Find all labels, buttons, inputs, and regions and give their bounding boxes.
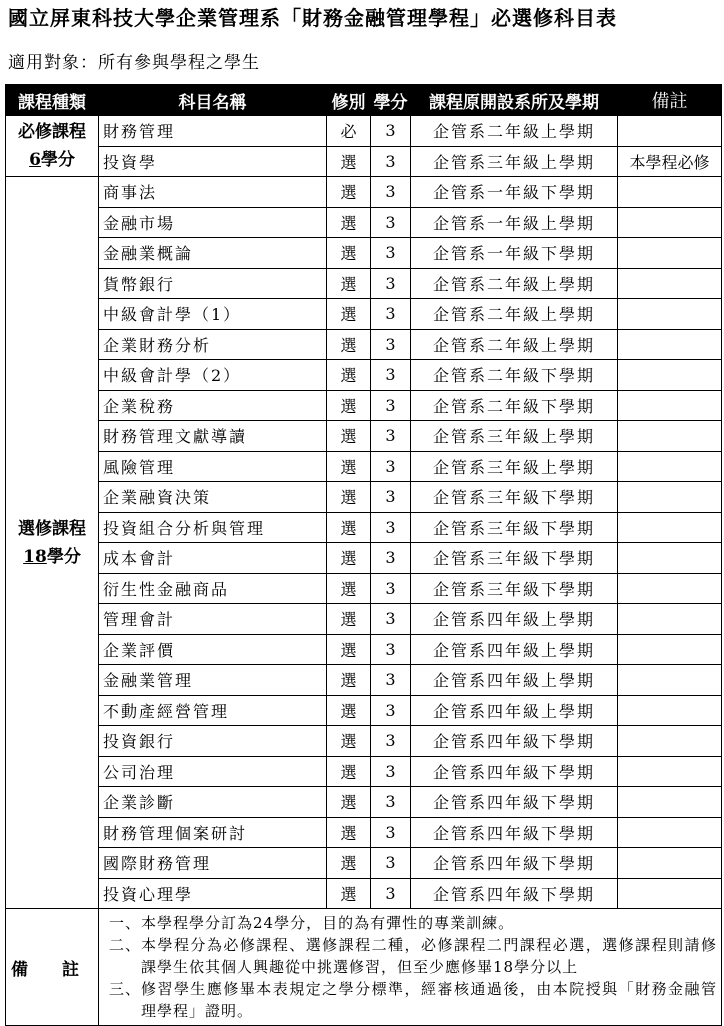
course-remark [618, 665, 722, 696]
course-credits: 3 [371, 360, 411, 391]
table-row [6, 573, 722, 604]
course-name: 商事法 [99, 177, 327, 208]
notes-content [99, 909, 722, 1026]
course-remark [618, 268, 722, 299]
course-department: 企管系二年級上學期 [411, 329, 618, 360]
course-type: 選 [327, 390, 371, 421]
course-department: 企管系四年級下學期 [411, 756, 618, 787]
course-name: 企業診斷 [99, 787, 327, 818]
course-remark [618, 726, 722, 757]
table-header-row [6, 85, 722, 116]
notes-label: 備 註 [6, 909, 99, 1026]
course-type: 選 [327, 238, 371, 269]
course-department: 企管系三年級下學期 [411, 573, 618, 604]
elective-category-credits [6, 543, 98, 571]
note-item [109, 978, 717, 1022]
course-department: 企管系一年級上學期 [411, 207, 618, 238]
table-row [6, 329, 722, 360]
course-department: 企管系四年級上學期 [411, 634, 618, 665]
table-row [6, 451, 722, 482]
table-row [6, 238, 722, 269]
course-type: 選 [327, 817, 371, 848]
elective-credits-number: 18 [23, 546, 47, 567]
course-credits: 3 [371, 573, 411, 604]
note-marker: 二、 [109, 936, 142, 954]
course-type: 選 [327, 512, 371, 543]
course-credits: 3 [371, 329, 411, 360]
col-header-type: 修別 [327, 85, 371, 116]
course-remark [618, 695, 722, 726]
note-marker: 一、 [109, 914, 142, 932]
required-category-cell [6, 116, 99, 177]
course-credits: 3 [371, 482, 411, 513]
course-department: 企管系一年級下學期 [411, 177, 618, 208]
course-credits: 3 [371, 665, 411, 696]
course-type: 選 [327, 695, 371, 726]
notes-row [6, 909, 722, 1026]
col-header-remark: 備註 [618, 85, 722, 116]
course-name: 企業融資決策 [99, 482, 327, 513]
course-credits: 3 [371, 512, 411, 543]
course-name: 金融業概論 [99, 238, 327, 269]
col-header-course-name: 科目名稱 [99, 85, 327, 116]
course-remark [618, 634, 722, 665]
course-type: 選 [327, 726, 371, 757]
course-name: 不動產經營管理 [99, 695, 327, 726]
course-type: 選 [327, 878, 371, 909]
course-remark [618, 604, 722, 635]
table-row [6, 482, 722, 513]
course-credits: 3 [371, 695, 411, 726]
table-row [6, 878, 722, 909]
col-header-department: 課程原開設系所及學期 [411, 85, 618, 116]
course-remark [618, 451, 722, 482]
course-remark [618, 878, 722, 909]
elective-category-label: 選修課程 [18, 518, 86, 539]
course-name: 衍生性金融商品 [99, 573, 327, 604]
course-credits: 3 [371, 146, 411, 177]
table-row [6, 299, 722, 330]
course-type: 選 [327, 146, 371, 177]
course-credits: 3 [371, 238, 411, 269]
course-name: 國際財務管理 [99, 848, 327, 879]
course-name: 金融業管理 [99, 665, 327, 696]
table-row [6, 665, 722, 696]
course-name: 企業稅務 [99, 390, 327, 421]
required-category-credits [6, 146, 98, 174]
course-table [5, 84, 722, 1026]
course-credits: 3 [371, 421, 411, 452]
course-type: 選 [327, 360, 371, 391]
course-credits: 3 [371, 451, 411, 482]
course-department: 企管系二年級上學期 [411, 116, 618, 147]
course-type: 選 [327, 848, 371, 879]
table-row [6, 848, 722, 879]
course-credits: 3 [371, 756, 411, 787]
course-department: 企管系二年級下學期 [411, 360, 618, 391]
course-remark [618, 848, 722, 879]
course-credits: 3 [371, 116, 411, 147]
table-row [6, 726, 722, 757]
course-department: 企管系三年級上學期 [411, 421, 618, 452]
course-type: 選 [327, 756, 371, 787]
table-row [6, 421, 722, 452]
course-type: 選 [327, 421, 371, 452]
course-name: 財務管理 [99, 116, 327, 147]
course-remark [618, 573, 722, 604]
course-credits: 3 [371, 848, 411, 879]
course-credits: 3 [371, 390, 411, 421]
course-name: 企業評價 [99, 634, 327, 665]
course-credits: 3 [371, 177, 411, 208]
table-row [6, 116, 722, 147]
course-remark [618, 299, 722, 330]
course-type: 選 [327, 543, 371, 574]
course-remark [618, 543, 722, 574]
course-department: 企管系四年級上學期 [411, 665, 618, 696]
course-type: 選 [327, 787, 371, 818]
course-remark [618, 360, 722, 391]
note-marker: 三、 [109, 980, 142, 998]
page-title: 國立屏東科技大學企業管理系「財務金融管理學程」必選修科目表 [8, 6, 617, 30]
course-credits: 3 [371, 726, 411, 757]
course-type: 選 [327, 268, 371, 299]
course-name: 投資學 [99, 146, 327, 177]
course-credits: 3 [371, 207, 411, 238]
course-type: 選 [327, 177, 371, 208]
course-name: 財務管理個案研討 [99, 817, 327, 848]
course-department: 企管系一年級下學期 [411, 238, 618, 269]
course-name: 風險管理 [99, 451, 327, 482]
required-credits-number: 6 [29, 150, 41, 170]
elective-category-cell [6, 177, 99, 909]
course-credits: 3 [371, 604, 411, 635]
course-department: 企管系四年級下學期 [411, 817, 618, 848]
table-row [6, 695, 722, 726]
note-item [109, 934, 717, 978]
course-department: 企管系四年級上學期 [411, 695, 618, 726]
course-remark [618, 390, 722, 421]
page-subtitle: 適用對象：所有參與學程之學生 [8, 53, 260, 73]
course-name: 中級會計學（1） [99, 299, 327, 330]
table-row [6, 360, 722, 391]
table-row [6, 817, 722, 848]
course-department: 企管系三年級下學期 [411, 512, 618, 543]
course-name: 中級會計學（2） [99, 360, 327, 391]
table-row [6, 207, 722, 238]
course-remark [618, 787, 722, 818]
course-name: 投資心理學 [99, 878, 327, 909]
course-name: 投資銀行 [99, 726, 327, 757]
course-remark [618, 238, 722, 269]
table-row [6, 268, 722, 299]
course-credits: 3 [371, 543, 411, 574]
col-header-credits: 學分 [371, 85, 411, 116]
course-remark [618, 329, 722, 360]
required-category-label: 必修課程 [18, 122, 86, 142]
course-type: 選 [327, 482, 371, 513]
course-type: 選 [327, 573, 371, 604]
table-body [6, 116, 722, 1026]
table-row [6, 604, 722, 635]
table-row [6, 756, 722, 787]
table-row [6, 787, 722, 818]
course-department: 企管系三年級下學期 [411, 482, 618, 513]
course-department: 企管系二年級下學期 [411, 390, 618, 421]
course-remark [618, 177, 722, 208]
table-row [6, 177, 722, 208]
course-department: 企管系三年級下學期 [411, 543, 618, 574]
course-department: 企管系四年級下學期 [411, 848, 618, 879]
course-type: 選 [327, 604, 371, 635]
table-row [6, 634, 722, 665]
course-type: 選 [327, 451, 371, 482]
course-credits: 3 [371, 268, 411, 299]
col-header-category: 課程種類 [6, 85, 99, 116]
note-item [109, 912, 717, 934]
note-text: 本學程分為必修課程、選修課程二種，必修課程二門課程必選，選修課程則請修課學生依其個人興趣從中挑選修習，但至少應修畢18學分以上 [141, 936, 717, 976]
course-credits: 3 [371, 817, 411, 848]
course-type: 選 [327, 329, 371, 360]
course-department: 企管系二年級上學期 [411, 299, 618, 330]
course-name: 成本會計 [99, 543, 327, 574]
course-name: 金融市場 [99, 207, 327, 238]
course-name: 管理會計 [99, 604, 327, 635]
course-department: 企管系三年級上學期 [411, 146, 618, 177]
note-text: 本學程學分訂為24學分，目的為有彈性的專業訓練。 [141, 914, 515, 932]
table-row [6, 543, 722, 574]
course-remark [618, 756, 722, 787]
course-department: 企管系四年級下學期 [411, 726, 618, 757]
course-type: 選 [327, 634, 371, 665]
course-name: 企業財務分析 [99, 329, 327, 360]
course-type: 選 [327, 299, 371, 330]
course-department: 企管系二年級上學期 [411, 268, 618, 299]
elective-credits-unit: 學分 [46, 546, 81, 567]
note-text: 修習學生應修畢本表規定之學分標準，經審核通過後，由本院授與「財務金融管理學程」證明。 [141, 980, 717, 1020]
course-name: 貨幣銀行 [99, 268, 327, 299]
course-remark [618, 512, 722, 543]
course-department: 企管系三年級上學期 [411, 451, 618, 482]
course-credits: 3 [371, 634, 411, 665]
course-remark [618, 482, 722, 513]
course-type: 必 [327, 116, 371, 147]
course-credits: 3 [371, 878, 411, 909]
course-remark [618, 116, 722, 147]
course-name: 投資組合分析與管理 [99, 512, 327, 543]
course-remark [618, 207, 722, 238]
course-type: 選 [327, 665, 371, 696]
course-credits: 3 [371, 787, 411, 818]
course-remark [618, 817, 722, 848]
course-department: 企管系四年級下學期 [411, 878, 618, 909]
course-department: 企管系四年級下學期 [411, 787, 618, 818]
course-department: 企管系四年級上學期 [411, 604, 618, 635]
course-remark: 本學程必修 [618, 146, 722, 177]
course-name: 公司治理 [99, 756, 327, 787]
table-row [6, 146, 722, 177]
course-name: 財務管理文獻導讀 [99, 421, 327, 452]
table-row [6, 390, 722, 421]
table-row [6, 512, 722, 543]
course-credits: 3 [371, 299, 411, 330]
required-credits-unit: 學分 [40, 150, 75, 170]
course-remark [618, 421, 722, 452]
course-type: 選 [327, 207, 371, 238]
